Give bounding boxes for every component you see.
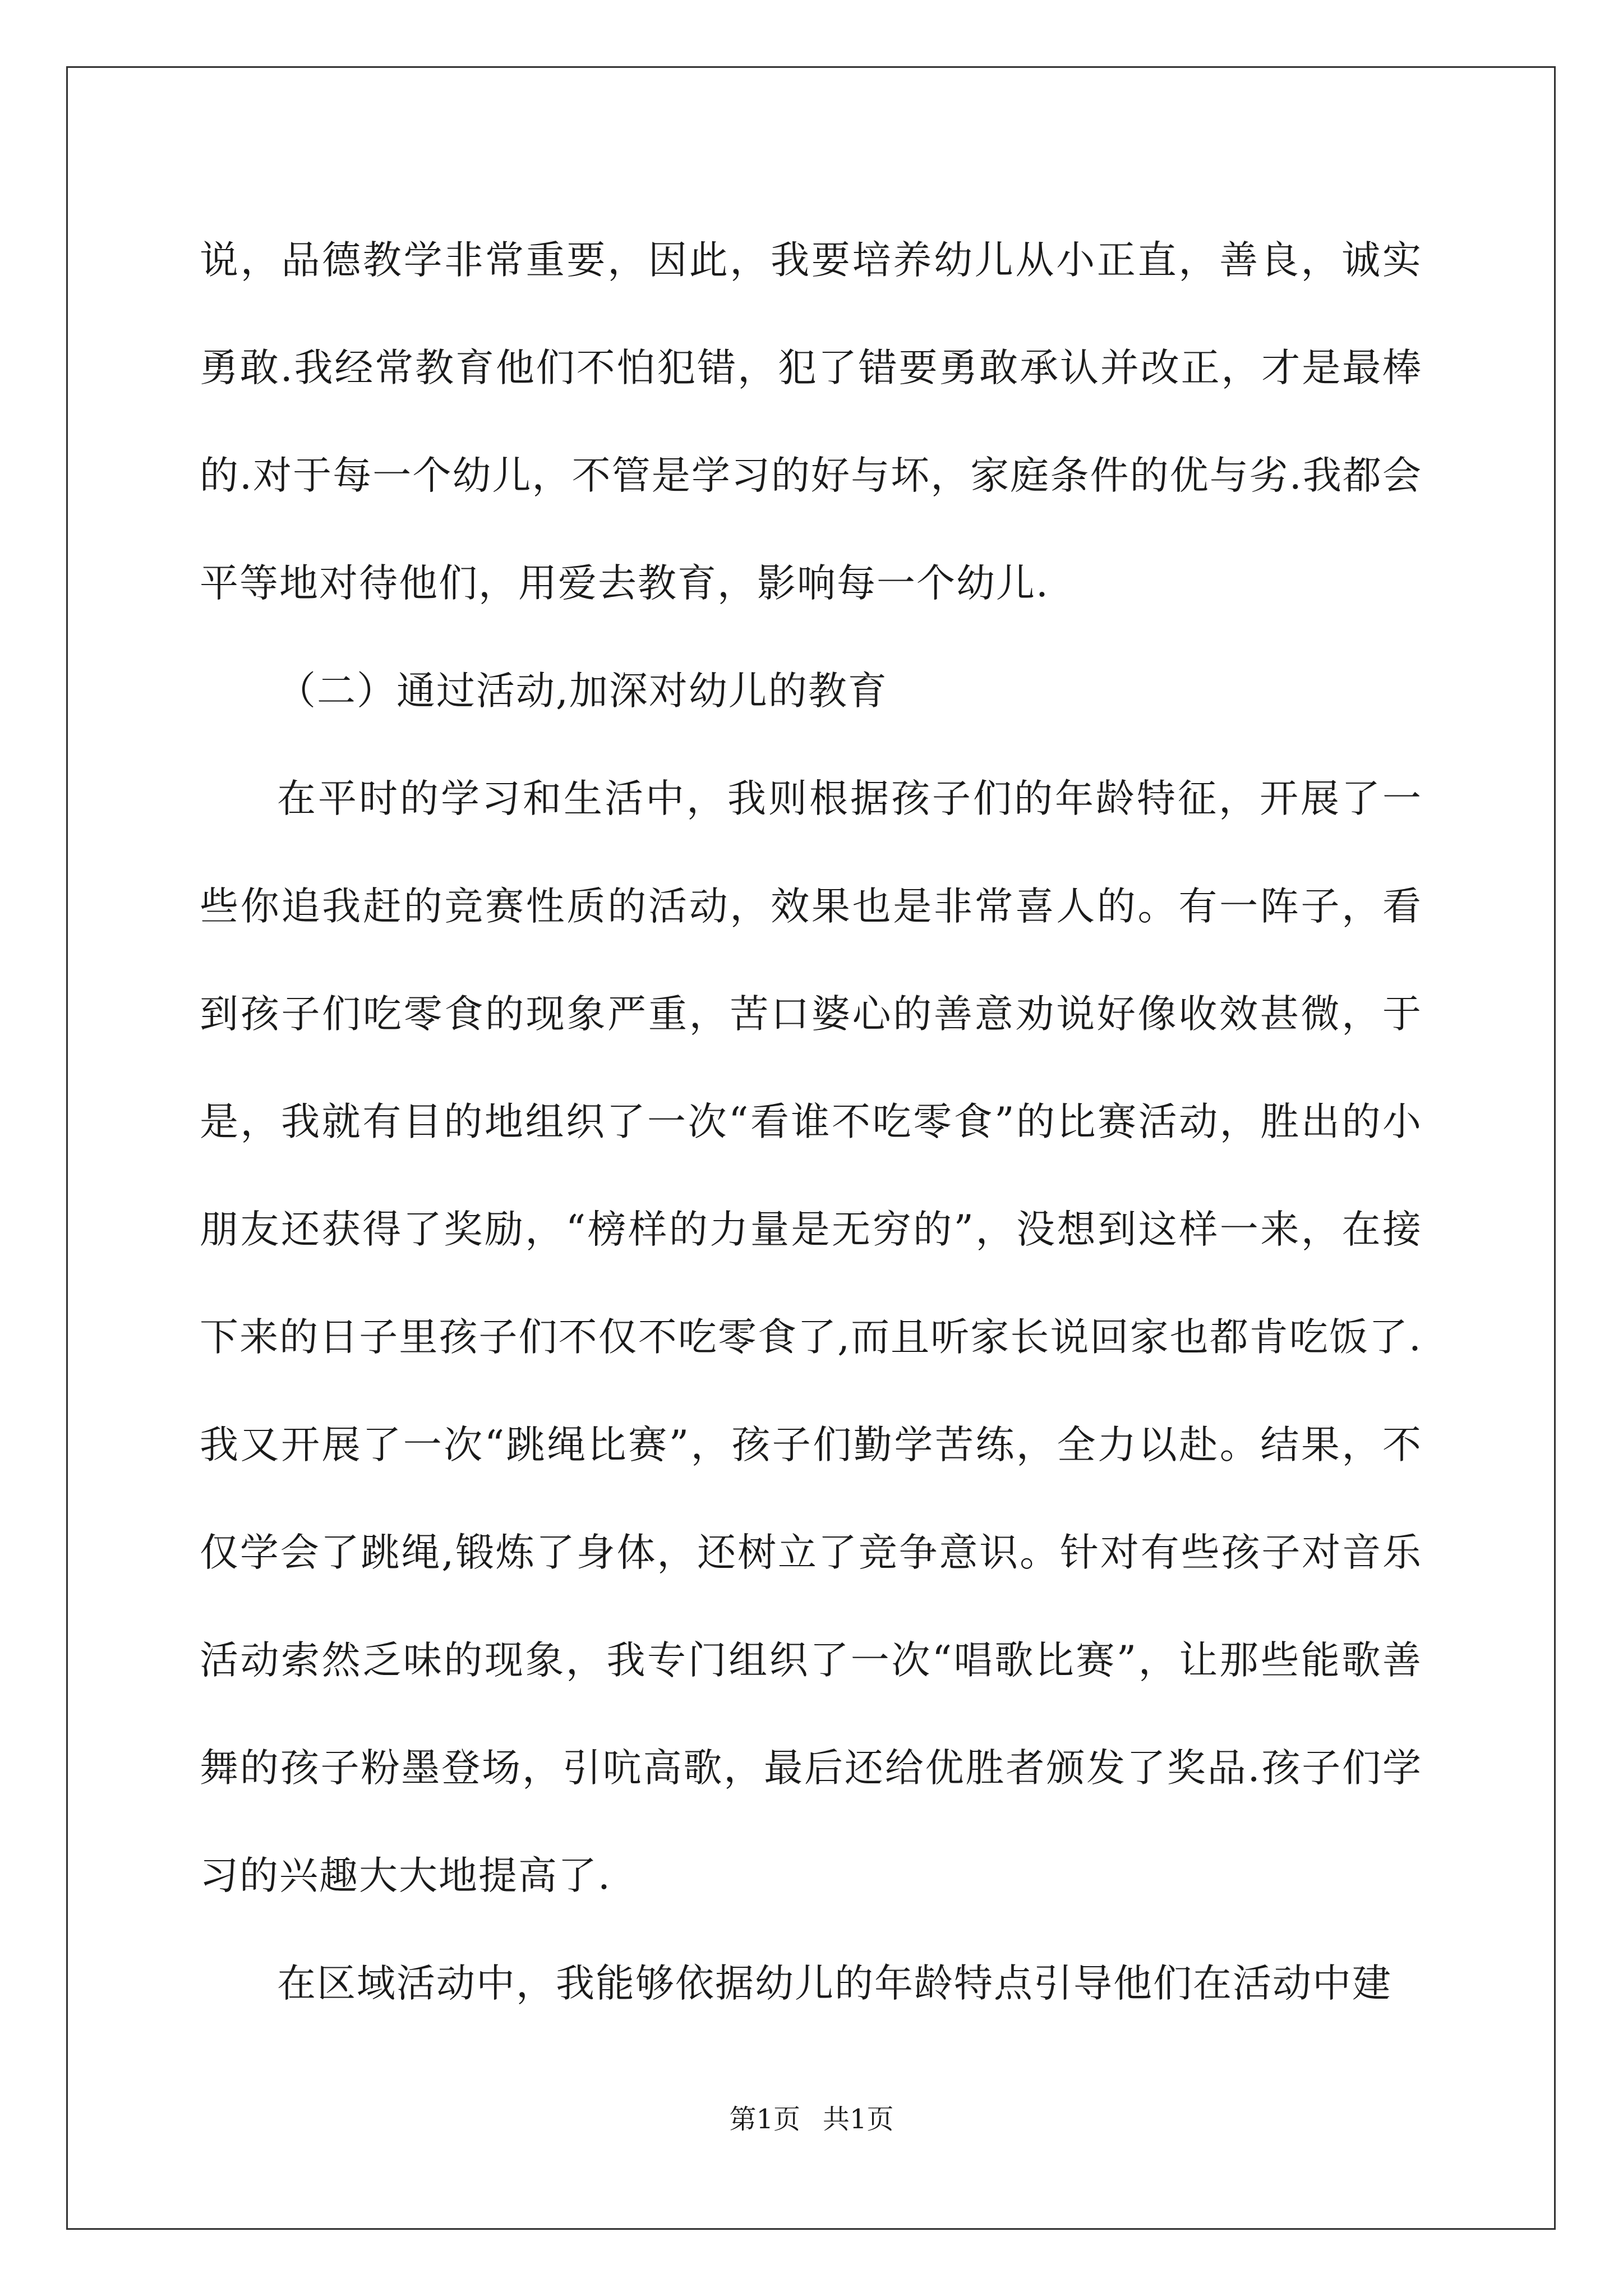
section-heading: （二）通过活动,加深对幼儿的教育 xyxy=(277,669,888,714)
page-total: 共1页 xyxy=(823,2104,894,2135)
page-footer xyxy=(0,2102,1623,2136)
page-number: 第1页 xyxy=(729,2104,800,2135)
document-body xyxy=(200,206,1422,2037)
paragraph-3: 在区域活动中，我能够依据幼儿的年龄特点引导他们在活动中建 xyxy=(277,1961,1392,2006)
paragraph-2: 在平时的学习和生活中，我则根据孩子们的年龄特征，开展了一些你追我赶的竞赛性质的活动，效果也是非常喜人的。有一阵子，看到孩子们吃零食的现象严重，苦口婆心的善意劝说好像收效甚微，于是，我就有目的地组织了一次“看谁不吃零食”的比赛活动，胜出的小朋友还获得了奖励，“榜样的力量是无穷的”，没想到这样一来，在接下来的日子里孩子们不仅不吃零食了,而且听家长说回家也都肯吃饭了.我又开展了一次“跳绳比赛”，孩子们勤学苦练，全力以赴。结果，不仅学会了跳绳,锻炼了身体，还树立了竞争意识。针对有些孩子对音乐活动索然乏味的现象，我专门组织了一次“唱歌比赛”，让那些能歌善舞的孩子粉墨登场，引吭高歌，最后还给优胜者颁发了奖品.孩子们学习的兴趣大大地提高了. xyxy=(200,776,1422,1898)
paragraph-1: 说，品德教学非常重要，因此，我要培养幼儿从小正直，善良，诚实勇敢.我经常教育他们不怕犯错，犯了错要勇敢承认并改正，才是最棒的.对于每一个幼儿，不管是学习的好与坏，家庭条件的优与劣.我都会平等地对待他们，用爱去教育，影响每一个幼儿. xyxy=(200,238,1422,606)
